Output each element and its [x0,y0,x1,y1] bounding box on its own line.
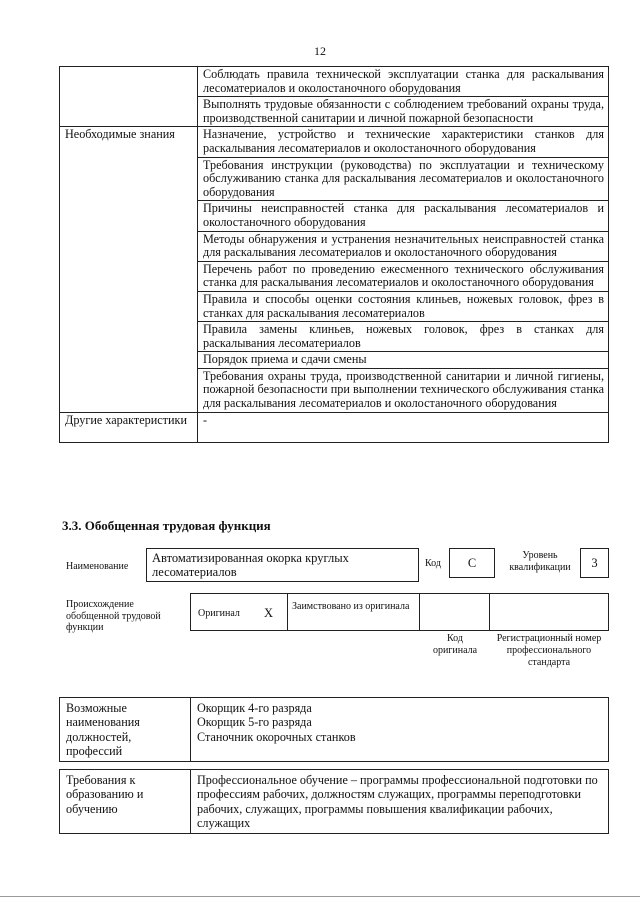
education-value: Профессиональное обучение – программы профессиональной подготовки по профессиям рабочих, должностям служащих, программы переподготовки рабочих, служащих, программы повышения квалификации рабочих, служащих [191,770,609,834]
row-label [60,67,198,127]
original-label: Оригинал [198,608,240,619]
original-mark: X [264,606,274,620]
table-row [60,67,609,97]
table-row [60,698,609,762]
education-table [59,769,609,834]
education-label: Требования к образованию и обучению [60,770,191,834]
page-number: 12 [314,44,326,58]
positions-table [59,697,609,762]
section-title: 3.3. Обобщенная трудовая функция [62,518,271,533]
table-cell: - [198,412,609,442]
page-bottom-rule [0,896,640,897]
row-label-other: Другие характеристики [60,412,198,442]
table-cell: Назначение, устройство и технические характеристики станков для раскалывания лесоматериалов и околостаночного оборудования [198,127,609,157]
reg-number-caption: Регистрационный номер профессионального стандарта [496,633,602,668]
code-value: C [449,548,495,578]
level-value: 3 [580,548,609,578]
level-label: Уровень квалификации [509,550,571,573]
divider [287,593,288,631]
divider [489,593,490,631]
table-cell: Порядок приема и сдачи смены [198,352,609,369]
row-label-knowledge: Необходимые знания [60,127,198,412]
table-row [60,412,609,442]
borrowed-label: Заимствовано из оригинала [292,601,410,612]
table-cell: Выполнять трудовые обязанности с соблюдением требований охраны труда, производственной санитарии и личной пожарной безопасности [198,97,609,127]
table-cell: Соблюдать правила технической эксплуатации станка для раскалывания лесоматериалов и околостаночного оборудования [198,67,609,97]
skills-knowledge-table [59,66,609,443]
list-item: Станочник окорочных станков [197,729,356,744]
divider [419,593,420,631]
table-cell: Правила и способы оценки состояния клиньев, ножевых головок, фрез в станках для раскалывания лесоматериалов [198,291,609,321]
positions-list [191,698,609,762]
name-label: Наименование [66,561,129,572]
table-cell: Методы обнаружения и устранения незначительных неисправностей станка для раскалывания лесоматериалов и околостаночного оборудования [198,231,609,261]
function-name: Автоматизированная окорка круглых лесоматериалов [146,548,419,582]
table-cell: Правила замены клиньев, ножевых головок, фрез в станках для раскалывания лесоматериалов [198,322,609,352]
table-cell: Перечень работ по проведению ежесменного технического обслуживания станка для раскалывания лесоматериалов и околостаночного оборудования [198,261,609,291]
positions-label: Возможные наименования должностей, профессий [60,698,191,762]
origin-code-caption: Код оригинала [432,633,478,656]
table-row [60,770,609,834]
code-label: Код [425,558,441,569]
table-cell: Требования инструкции (руководства) по эксплуатации и техническому обслуживанию станка для раскалывания лесоматериалов и околостаночного оборудования [198,157,609,201]
table-row [60,127,609,157]
table-cell: Требования охраны труда, производственной санитарии и личной гигиены, пожарной безопасности при выполнении технического обслуживания станка для раскалывания лесоматериалов и околостаночного оборудования [198,368,609,412]
table-cell: Причины неисправностей станка для раскалывания лесоматериалов и околостаночного оборудования [198,201,609,231]
list-item: Окорщик 4-го разряда [197,701,312,715]
origin-label: Происхождение обобщенной трудовой функции [66,599,161,633]
list-item: Окорщик 5-го разряда [197,715,312,730]
